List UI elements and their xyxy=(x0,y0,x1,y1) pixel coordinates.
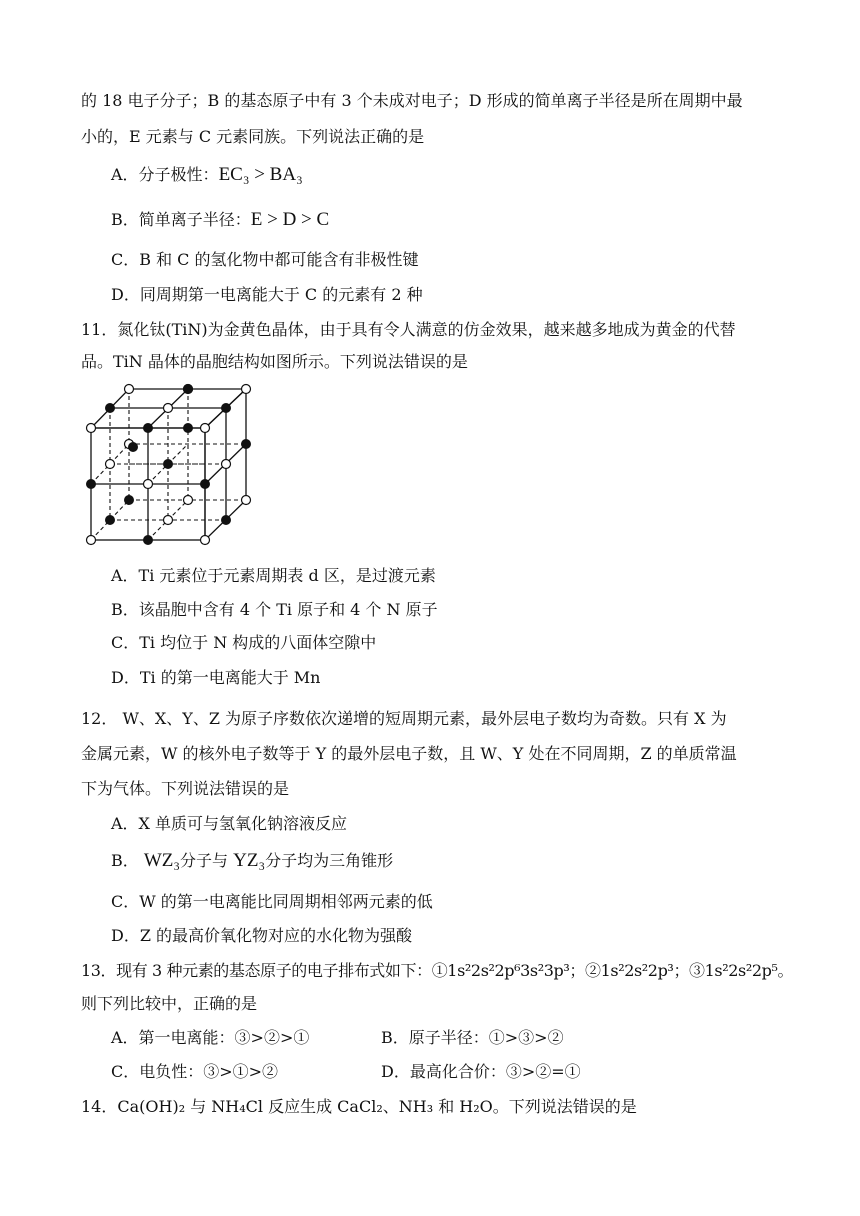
q12-option-c: C．W 的第一电离能比同周期相邻两元素的低 xyxy=(111,892,433,911)
q10-stem-line2: 小的，E 元素与 C 元素同族。下列说法正确的是 xyxy=(81,127,425,146)
q11-stem-line2: 品。TiN 晶体的晶胞结构如图所示。下列说法错误的是 xyxy=(81,352,468,371)
q10-stem-line1: 的 18 电子分子；B 的基态原子中有 3 个未成对电子；D 形成的简单离子半径是所在周期中最 xyxy=(81,91,743,110)
q13-option-a: A．第一电离能：③>②>① xyxy=(111,1028,310,1047)
q12-option-b-formula-2: YZ₃ xyxy=(233,850,266,871)
q10-option-a-label: A．分子极性： xyxy=(111,165,219,184)
q10-option-b xyxy=(111,207,329,231)
q10-option-d: D．同周期第一电离能大于 C 的元素有 2 种 xyxy=(111,285,423,304)
q13-stem-line2: 则下列比较中，正确的是 xyxy=(81,994,258,1013)
q13-option-c: C．电负性：③>①>② xyxy=(111,1062,279,1081)
q11-option-c: C．Ti 均位于 N 构成的八面体空隙中 xyxy=(111,633,377,652)
q13-option-b: B．原子半径：①>③>② xyxy=(381,1028,564,1047)
q13-stem-line1: 13．现有 3 种元素的基态原子的电子排布式如下：①1s²2s²2p⁶3s²3p³；②1s²2s²2p³；③1s²2s²2p⁵。 xyxy=(81,961,794,980)
q10-option-a-formula: EC₃ > BA₃ xyxy=(218,164,303,185)
q12-stem-line1: 12． W、X、Y、Z 为原子序数依次递增的短周期元素，最外层电子数均为奇数。只有 X 为 xyxy=(81,709,727,728)
q10-option-a xyxy=(111,162,303,186)
q11-stem-line1: 11．氮化钛(TiN)为金黄色晶体，由于具有令人满意的仿金效果，越来越多地成为黄金的代替 xyxy=(81,320,736,339)
q12-stem-line2: 金属元素，W 的核外电子数等于 Y 的最外层电子数，且 W、Y 处在不同周期，Z 的单质常温 xyxy=(81,744,737,763)
q12-option-b xyxy=(111,848,393,872)
q10-option-b-formula: E > D > C xyxy=(250,209,330,230)
q12-option-b-label: B． xyxy=(111,851,139,870)
q13-option-d: D．最高化合价：③>②=① xyxy=(381,1062,581,1081)
q10-option-c: C．B 和 C 的氢化物中都可能含有非极性键 xyxy=(111,250,419,269)
q11-option-a: A．Ti 元素位于元素周期表 d 区，是过渡元素 xyxy=(111,566,436,585)
q12-stem-line3: 下为气体。下列说法错误的是 xyxy=(81,779,290,798)
q11-option-d: D．Ti 的第一电离能大于 Mn xyxy=(111,668,321,687)
tin-crystal-cell-diagram xyxy=(82,380,264,546)
q12-option-b-mid: 分子与 xyxy=(180,851,229,870)
q10-option-b-label: B．简单离子半径： xyxy=(111,210,251,229)
q11-option-b: B．该晶胞中含有 4 个 Ti 原子和 4 个 N 原子 xyxy=(111,600,438,619)
q12-option-d: D．Z 的最高价氧化物对应的水化物为强酸 xyxy=(111,926,413,945)
q12-option-b-formula-1: WZ₃ xyxy=(143,850,181,871)
q12-option-a: A．X 单质可与氢氧化钠溶液反应 xyxy=(111,814,348,833)
q12-option-b-suffix: 分子均为三角锥形 xyxy=(265,851,394,870)
q14-stem-line1: 14．Ca(OH)₂ 与 NH₄Cl 反应生成 CaCl₂、NH₃ 和 H₂O。下列说法错误的是 xyxy=(81,1097,637,1116)
